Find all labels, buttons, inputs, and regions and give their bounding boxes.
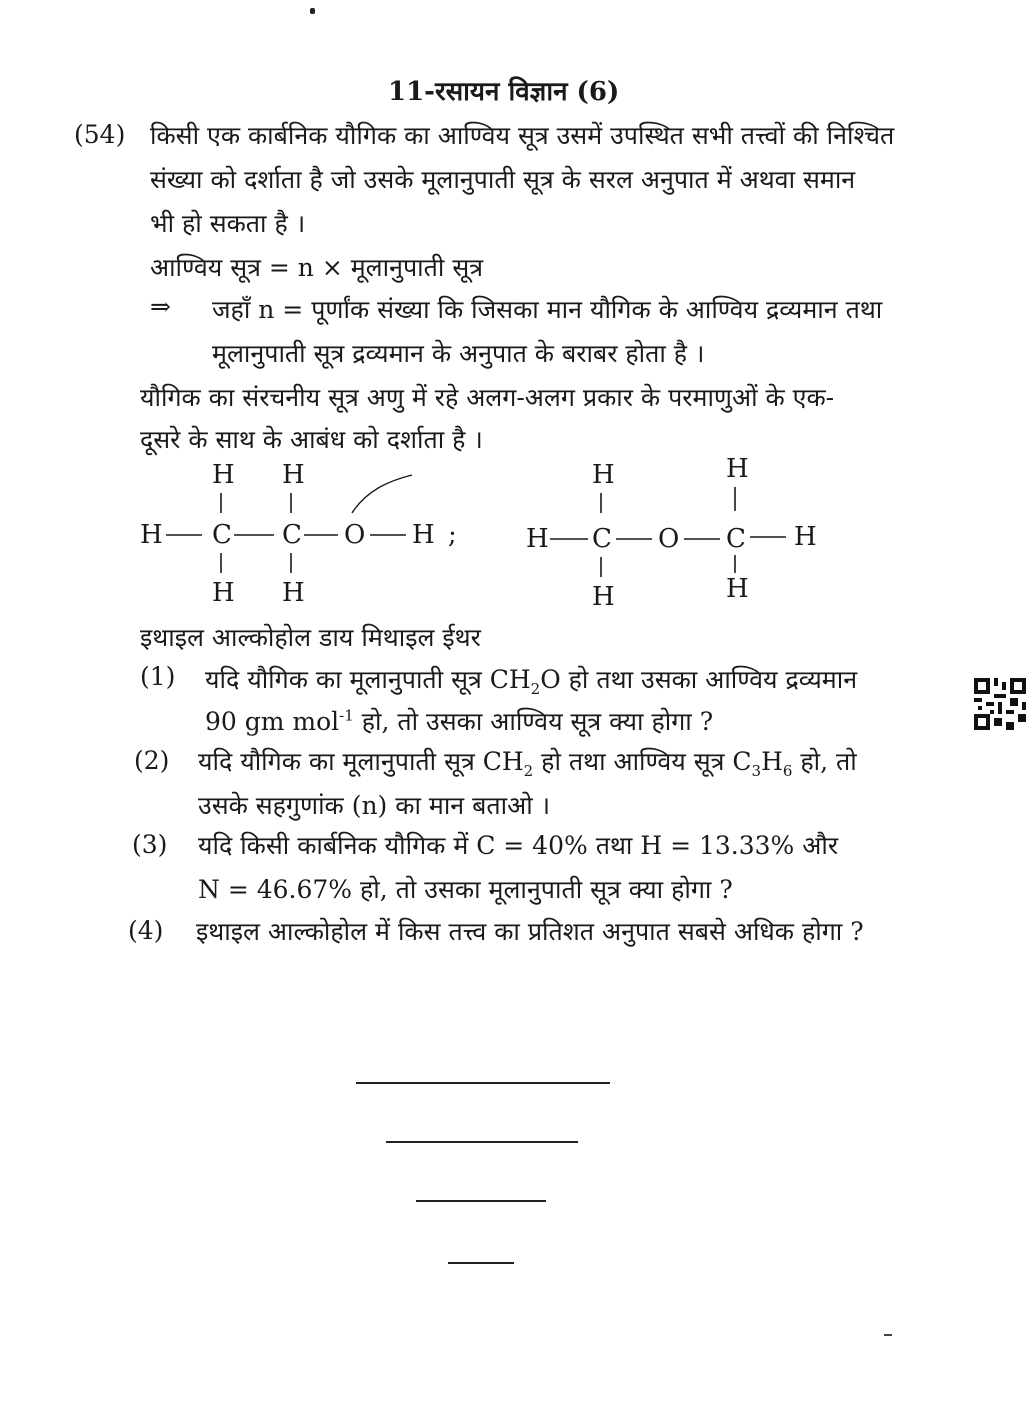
question-number: (54)	[74, 120, 126, 149]
page-title: 11-रसायन विज्ञान (6)	[388, 77, 620, 107]
atom-c: C	[726, 524, 746, 554]
subquestion-4-number: (4)	[128, 916, 164, 945]
ethyl-alcohol-structure	[140, 460, 457, 608]
intro-line-3: भी हो सकता है ।	[150, 209, 306, 238]
subscript: 3	[751, 762, 762, 780]
atom-c: C	[592, 524, 612, 554]
intro-line-2: संख्या को दर्शाता है जो उसके मूलानुपाती सूत्र के सरल अनुपात में अथवा समान	[150, 165, 856, 194]
subquestion-2-text-b: हो तथा आण्विय सूत्र C	[533, 747, 752, 776]
implies-arrow: ⇒	[150, 292, 171, 321]
subquestion-1-line-2	[205, 704, 713, 738]
superscript: -1	[339, 706, 354, 725]
subquestion-3-line-1: यदि किसी कार्बनिक यौगिक में C = 40% तथा H = 13.33% और	[198, 831, 839, 860]
subquestion-2-number: (2)	[134, 746, 170, 775]
end-rule-1	[356, 1082, 610, 1084]
subquestion-3-line-2: N = 46.67% हो, तो उसका मूलानुपाती सूत्र क्या होगा ?	[198, 875, 733, 904]
atom-h: H	[726, 455, 749, 484]
atom-h: H	[726, 574, 749, 604]
note-line-2: मूलानुपाती सूत्र द्रव्यमान के अनुपात के बराबर होता है ।	[212, 339, 705, 368]
scan-speck	[884, 1334, 892, 1336]
atom-h: H	[526, 524, 549, 554]
end-rule-4	[448, 1262, 514, 1264]
subscript: 2	[530, 680, 541, 698]
atom-h: H	[212, 578, 235, 608]
subscript: 2	[523, 762, 534, 780]
subquestion-2-line-2: उसके सहगुणांक (n) का मान बताओ ।	[198, 791, 551, 820]
subquestion-2-line-1	[198, 744, 857, 780]
atom-h: H	[412, 520, 435, 550]
structures-caption: इथाइल आल्कोहोल डाय मिथाइल ईथर	[140, 623, 481, 652]
formula-line: आण्विय सूत्र = n × मूलानुपाती सूत्र	[150, 253, 484, 282]
end-rule-2	[386, 1141, 578, 1143]
subquestion-1-line-1	[205, 662, 857, 698]
end-rule-3	[416, 1200, 546, 1202]
subquestion-1-text-d: हो, तो उसका आण्विय सूत्र क्या होगा ?	[353, 707, 714, 736]
subquestion-2-text-c: H	[761, 747, 783, 776]
subscript: 6	[782, 762, 793, 780]
atom-h: H	[282, 460, 305, 490]
atom-h: H	[592, 582, 615, 612]
note-line-1: जहाँ n = पूर्णांक संख्या कि जिसका मान यौगिक के आण्विय द्रव्यमान तथा	[212, 295, 883, 324]
qr-code-icon	[974, 678, 1026, 730]
atom-c: C	[282, 520, 302, 550]
atom-h: H	[794, 522, 817, 552]
atom-h: H	[282, 578, 305, 608]
separator: ;	[448, 520, 457, 550]
subquestion-3-number: (3)	[132, 830, 168, 859]
atom-c: C	[212, 520, 232, 550]
subquestion-1-text-c: 90 gm mol	[205, 707, 340, 736]
structural-formulas	[130, 455, 850, 615]
structure-line-1: यौगिक का संरचनीय सूत्र अणु में रहे अलग-अलग प्रकार के परमाणुओं के एक-	[140, 383, 835, 412]
subquestion-2-text-d: हो, तो	[792, 747, 857, 776]
atom-h: H	[212, 460, 235, 490]
subquestion-1-number: (1)	[140, 662, 176, 691]
intro-line-1: किसी एक कार्बनिक यौगिक का आण्विय सूत्र उसमें उपस्थित सभी तत्त्वों की निश्चित	[150, 121, 895, 150]
atom-h: H	[592, 460, 615, 490]
atom-h: H	[140, 520, 163, 550]
subquestion-1-text-b: O हो तथा उसका आण्विय द्रव्यमान	[540, 665, 858, 694]
structure-line-2: दूसरे के साथ के आबंध को दर्शाता है ।	[140, 425, 483, 454]
subquestion-2-text-a: यदि यौगिक का मूलानुपाती सूत्र CH	[198, 747, 524, 776]
dimethyl-ether-structure	[526, 455, 817, 612]
scan-speck	[310, 8, 315, 14]
atom-o: O	[344, 520, 366, 550]
subquestion-1-text-a: यदि यौगिक का मूलानुपाती सूत्र CH	[205, 665, 531, 694]
atom-o: O	[658, 524, 680, 554]
subquestion-4-line-1: इथाइल आल्कोहोल में किस तत्त्व का प्रतिशत अनुपात सबसे अधिक होगा ?	[196, 917, 864, 946]
